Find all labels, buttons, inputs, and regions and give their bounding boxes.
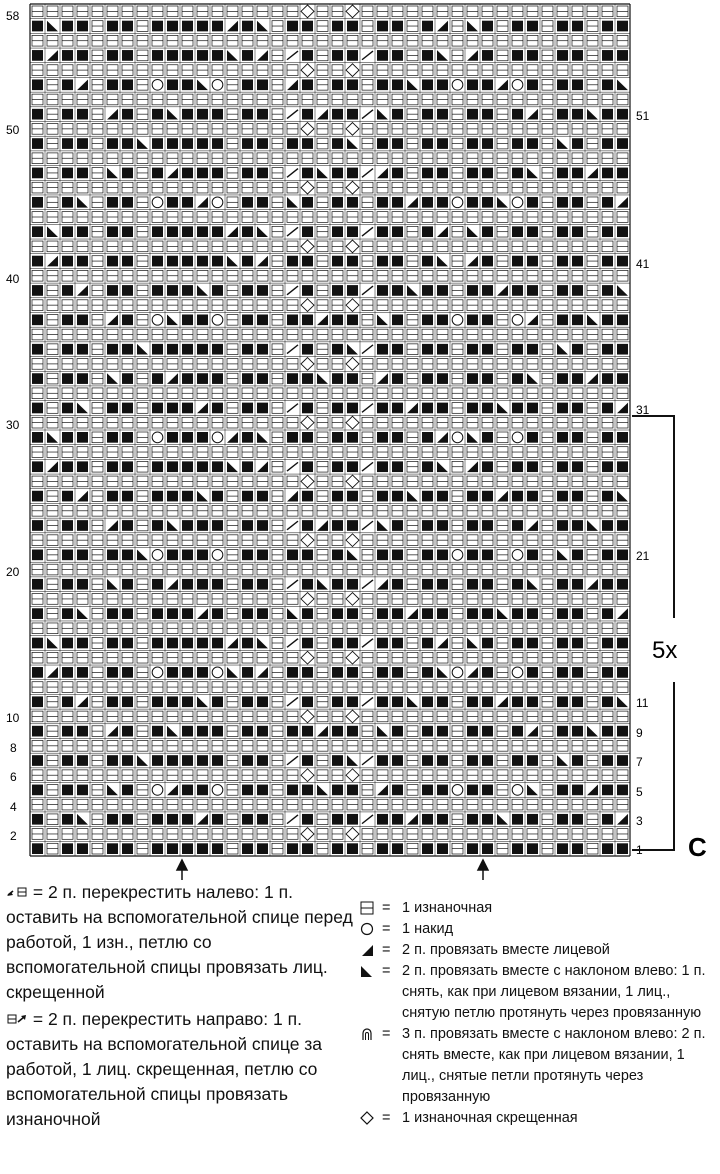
row-number-right: 3 [636,814,643,828]
purl-tbl-icon [360,1111,374,1125]
k2tog-icon [360,943,374,957]
row-number-left: 8 [10,741,17,755]
legend-cross-right [6,1007,354,1132]
row-numbers-right [636,109,650,857]
row-numbers-left [6,9,20,843]
row-number-left: 10 [6,711,20,725]
legend-cross-stitches [6,880,354,1132]
center-arrows [177,860,488,880]
legend-text: 1 накид [402,921,454,937]
row-number-left: 6 [10,770,17,784]
legend-cross-left [6,880,354,1005]
row-number-right: 7 [636,755,643,769]
purl-icon [360,901,374,915]
legend-text: 1 изнаночная [402,900,493,916]
legend-row-purl: = 1 изнаночная [360,898,720,919]
row-number-left: 4 [10,800,17,814]
row-number-right: 11 [636,696,649,710]
legend-row-purl-tbl: = 1 изнаночная скрещенная [360,1108,720,1129]
row-number-right: 5 [636,785,643,799]
arrow-up-icon [478,860,488,870]
cross-right-text: 1 п. оставить на вспомогательной спице за работой, 1 лиц. скрещенная, петлю со вспомогательной спицы провязать изнаночной [6,1009,323,1129]
yarn-over-icon [360,922,374,936]
row-number-right: 41 [636,257,650,271]
legend-row-yarn-over: = 1 накид [360,919,720,940]
ssk-icon [360,964,374,978]
section-label: C [688,832,707,862]
sk2p-icon [360,1027,374,1041]
row-number-right: 31 [636,403,650,417]
row-number-right: 21 [636,549,650,563]
legend-row-sk2p: = 3 п. провязать вместе с наклоном влево: 2 п. снять вместе, как при лицевом вязании, 1 лиц., снятые петли протянуть через провязанную [360,1024,720,1108]
repeat-label: 5x [652,637,678,664]
row-number-left: 40 [6,272,20,286]
row-number-left: 2 [10,829,17,843]
legend-row-ssk: = 2 п. провязать вместе с наклоном влево: 1 п. снять, как при лицевом вязании, 1 лиц., снятую петлю протянуть через провязанную [360,961,720,1024]
cross-right-lead: = 2 п. перекрестить направо: [32,1009,269,1029]
legend-row-k2tog: = 2 п. провязать вместе лицевой [360,940,720,961]
cross-left-text: 1 п. оставить на вспомогательной спице перед работой, 1 изн., петлю со вспомогательной спицы провязать лиц. скрещенной [6,882,353,1002]
row-number-right: 51 [636,109,650,123]
row-number-left: 50 [6,123,20,137]
row-number-left: 58 [6,9,20,23]
cross-left-icon [6,885,28,899]
legend-text: 2 п. провязать вместе с наклоном влево: 1 п. снять, как при лицевом вязании, 1 лиц., снятую петлю протянуть через провязанную [402,963,706,1021]
row-number-left: 20 [6,565,20,579]
legend-text: 2 п. провязать вместе лицевой [402,942,610,958]
chart-gridlines [30,4,630,856]
row-number-right: 1 [636,843,643,857]
legend-stitches [360,898,720,1129]
cross-right-icon [6,1012,28,1026]
legend-text: 3 п. провязать вместе с наклоном влево: 2 п. снять вместе, как при лицевом вязании, 1 лиц., снятые петли протянуть через провязанную [402,1026,706,1105]
cross-left-lead: = 2 п. перекрестить налево: [32,882,260,902]
row-number-left: 30 [6,418,20,432]
legend-text: 1 изнаночная скрещенная [402,1110,578,1126]
row-number-right: 9 [636,726,643,740]
arrow-up-icon [177,860,187,870]
